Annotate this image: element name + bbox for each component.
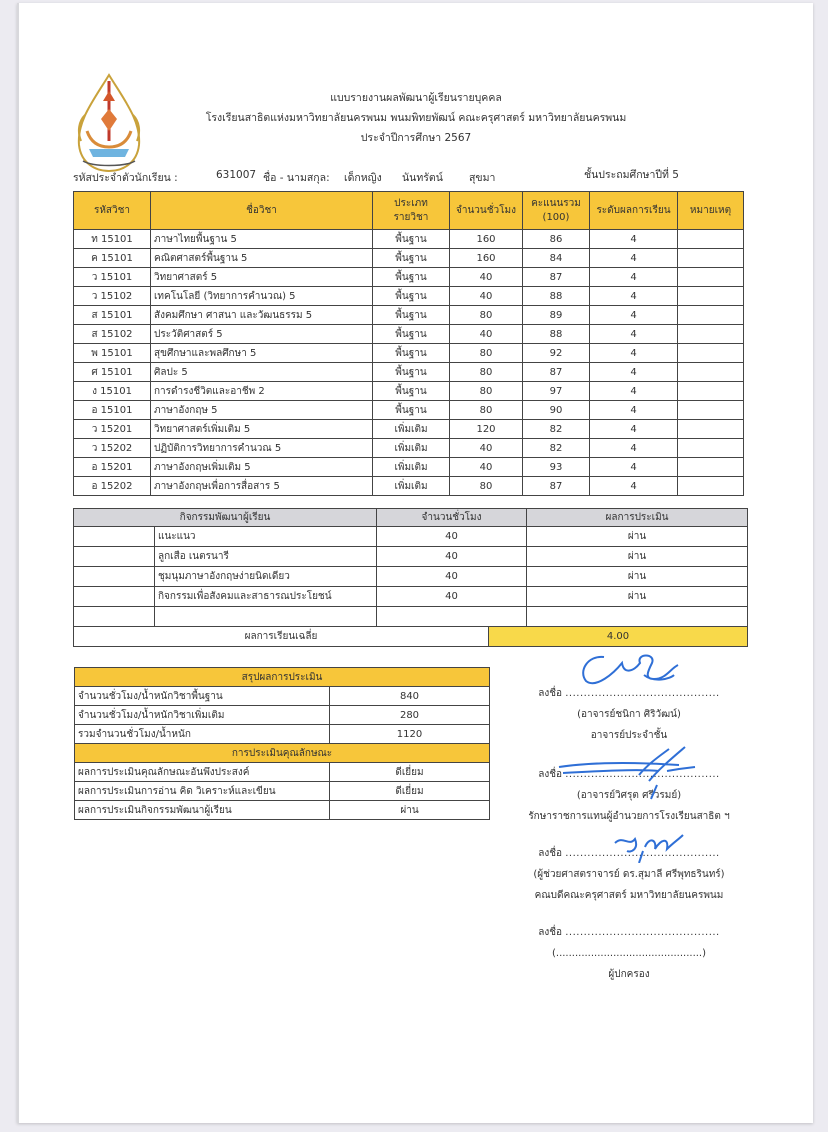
subject-name: ศิลปะ 5 (151, 363, 373, 382)
subject-code: ท 15101 (74, 230, 151, 249)
subject-name: การดำรงชีวิตและอาชีพ 2 (151, 382, 373, 401)
col-header-code: รหัสวิชา (74, 192, 151, 230)
school-name: โรงเรียนสาธิตแห่งมหาวิทยาลัยนครพนม พนมพิทยพัฒน์ คณะครุศาสตร์ มหาวิทยาลัยนครพนม (205, 112, 627, 124)
activity-row (74, 567, 748, 587)
student-id-label: รหัสประจำตัวนักเรียน : (73, 172, 178, 184)
subject-name: วิทยาศาสตร์ 5 (151, 268, 373, 287)
average-label: ผลการเรียนเฉลี่ย (74, 627, 489, 647)
signature-line (499, 922, 759, 943)
activity-blank-cell (74, 527, 155, 547)
subject-score: 87 (523, 477, 590, 496)
subject-hours: 160 (450, 249, 523, 268)
activity-row (74, 527, 748, 547)
summary-row (75, 687, 490, 706)
col-header-type-line1: ประเภท (394, 197, 428, 209)
col-header-type-line2: รายวิชา (393, 211, 429, 223)
subject-note (678, 439, 744, 458)
handwritten-signature-2-icon (539, 741, 719, 801)
activity-result: ผ่าน (527, 587, 748, 607)
subject-type: พื้นฐาน (373, 344, 450, 363)
summary-value: 840 (330, 687, 490, 706)
subject-grade: 4 (590, 287, 678, 306)
subject-hours: 120 (450, 420, 523, 439)
signature-block-parent (499, 922, 759, 985)
activity-header-result: ผลการประเมิน (527, 509, 748, 527)
table-row (74, 363, 744, 382)
academic-year: ประจำปีการศึกษา 2567 (360, 132, 472, 144)
subject-type: พื้นฐาน (373, 306, 450, 325)
grades-table (73, 191, 744, 496)
subject-score: 97 (523, 382, 590, 401)
signer-name: (อาจารย์วิศรุต ศรีวรมย์) (576, 790, 682, 801)
subject-name: สังคมศึกษา ศาสนา และวัฒนธรรม 5 (151, 306, 373, 325)
sign-dots: .......................................... (565, 848, 720, 859)
subject-note (678, 230, 744, 249)
summary-row (75, 725, 490, 744)
student-first-name: นันทรัตน์ (402, 172, 443, 184)
table-row (74, 306, 744, 325)
subject-name: สุขศึกษาและพลศึกษา 5 (151, 344, 373, 363)
summary-table (74, 667, 490, 820)
student-prefix: เด็กหญิง (344, 172, 382, 184)
summary-label: ผลการประเมินคุณลักษณะอันพึงประสงค์ (75, 763, 330, 782)
activity-hours: 40 (377, 527, 527, 547)
summary-label: ผลการประเมินกิจกรรมพัฒนาผู้เรียน (75, 801, 330, 820)
subject-score: 88 (523, 325, 590, 344)
subject-code: อ 15202 (74, 477, 151, 496)
signer-name: (อาจารย์ชนิกา ศิริวัฒน์) (577, 709, 681, 720)
signer-name: (..............................................) (551, 948, 707, 959)
subject-score: 84 (523, 249, 590, 268)
signer-name: (ผู้ช่วยศาสตราจารย์ ดร.สุมาลี ศรีพุทธรินทร์) (533, 869, 725, 880)
subject-type: พื้นฐาน (373, 230, 450, 249)
activity-name (155, 607, 377, 627)
subject-name: ประวัติศาสตร์ 5 (151, 325, 373, 344)
subject-type: พื้นฐาน (373, 382, 450, 401)
activity-header-hours: จำนวนชั่วโมง (377, 509, 527, 527)
subject-grade: 4 (590, 325, 678, 344)
subject-score: 90 (523, 401, 590, 420)
subject-type: พื้นฐาน (373, 401, 450, 420)
subject-hours: 40 (450, 325, 523, 344)
sign-label: ลงชื่อ (538, 769, 563, 780)
table-row (74, 458, 744, 477)
subject-hours: 80 (450, 306, 523, 325)
subject-name: ภาษาอังกฤษเพื่อการสื่อสาร 5 (151, 477, 373, 496)
subject-code: พ 15101 (74, 344, 151, 363)
summary-value: ดีเยี่ยม (330, 782, 490, 801)
summary-label: ผลการประเมินการอ่าน คิด วิเคราะห์และเขียน (75, 782, 330, 801)
subject-code: ว 15101 (74, 268, 151, 287)
table-row (74, 382, 744, 401)
subject-note (678, 287, 744, 306)
subject-note (678, 363, 744, 382)
sign-label: ลงชื่อ (538, 848, 563, 859)
handwritten-signature-1-icon (574, 649, 684, 693)
subject-grade: 4 (590, 268, 678, 287)
subject-score: 92 (523, 344, 590, 363)
student-id: 631007 (216, 169, 257, 181)
activity-row (74, 587, 748, 607)
summary-row (75, 801, 490, 820)
subject-hours: 80 (450, 401, 523, 420)
summary-label: จำนวนชั่วโมง/น้ำหนักวิชาเพิ่มเติม (75, 706, 330, 725)
subject-type: พื้นฐาน (373, 363, 450, 382)
activity-result: ผ่าน (527, 547, 748, 567)
activity-hours: 40 (377, 547, 527, 567)
activity-header-name: กิจกรรมพัฒนาผู้เรียน (74, 509, 377, 527)
subject-grade: 4 (590, 420, 678, 439)
activity-result: ผ่าน (527, 567, 748, 587)
table-row (74, 287, 744, 306)
subject-code: ค 15101 (74, 249, 151, 268)
table-row (74, 230, 744, 249)
activity-name: กิจกรรมเพื่อสังคมและสาธารณประโยชน์ (155, 587, 377, 607)
activity-hours: 40 (377, 567, 527, 587)
subject-note (678, 268, 744, 287)
summary-value: 1120 (330, 725, 490, 744)
subject-score: 87 (523, 268, 590, 287)
subject-hours: 40 (450, 287, 523, 306)
activity-result: ผ่าน (527, 527, 748, 547)
subject-note (678, 344, 744, 363)
subject-grade: 4 (590, 363, 678, 382)
col-header-score-line2: (100) (542, 211, 570, 223)
table-row (74, 477, 744, 496)
subject-name: ภาษาอังกฤษ 5 (151, 401, 373, 420)
col-header-type (373, 192, 450, 230)
report-page (17, 3, 813, 1123)
subject-note (678, 401, 744, 420)
subject-score: 87 (523, 363, 590, 382)
subject-type: พื้นฐาน (373, 268, 450, 287)
subject-code: ศ 15101 (74, 363, 151, 382)
activity-blank-cell (74, 607, 155, 627)
subject-name: ภาษาอังกฤษเพิ่มเติม 5 (151, 458, 373, 477)
summary-row (75, 763, 490, 782)
subject-grade: 4 (590, 401, 678, 420)
subject-score: 88 (523, 287, 590, 306)
handwritten-signature-3-icon (609, 829, 689, 863)
subject-hours: 80 (450, 363, 523, 382)
subject-hours: 80 (450, 344, 523, 363)
col-header-hours: จำนวนชั่วโมง (450, 192, 523, 230)
activity-hours (377, 607, 527, 627)
summary-label: จำนวนชั่วโมง/น้ำหนักวิชาพื้นฐาน (75, 687, 330, 706)
activity-hours: 40 (377, 587, 527, 607)
table-row (74, 325, 744, 344)
subject-type: เพิ่มเติม (373, 439, 450, 458)
student-name-label: ชื่อ - นามสกุล: (263, 172, 330, 184)
signer-position: ผู้ปกครอง (608, 969, 650, 980)
subject-note (678, 249, 744, 268)
subject-hours: 40 (450, 458, 523, 477)
subject-score: 93 (523, 458, 590, 477)
subject-note (678, 325, 744, 344)
subject-grade: 4 (590, 344, 678, 363)
average-row (74, 627, 748, 647)
report-title: แบบรายงานผลพัฒนาผู้เรียนรายบุคคล (330, 92, 502, 104)
signer-position: อาจารย์ประจำชั้น (590, 730, 668, 741)
activities-header-row (74, 509, 748, 527)
subject-grade: 4 (590, 458, 678, 477)
activity-name: แนะแนว (155, 527, 377, 547)
subject-type: พื้นฐาน (373, 287, 450, 306)
activity-name: ลูกเสือ เนตรนารี (155, 547, 377, 567)
summary-label: รวมจำนวนชั่วโมง/น้ำหนัก (75, 725, 330, 744)
subject-name: ภาษาไทยพื้นฐาน 5 (151, 230, 373, 249)
signer-position: รักษาราชการแทนผู้อำนวยการโรงเรียนสาธิต ฯ (528, 811, 730, 822)
student-grade-level: ชั้นประถมศึกษาปีที่ 5 (584, 169, 679, 181)
subject-note (678, 306, 744, 325)
subject-type: พื้นฐาน (373, 325, 450, 344)
activities-table (73, 508, 748, 647)
summary-value: 280 (330, 706, 490, 725)
grades-header-row (74, 192, 744, 230)
signer-position: คณบดีคณะครุศาสตร์ มหาวิทยาลัยนครพนม (534, 890, 724, 901)
subject-grade: 4 (590, 306, 678, 325)
summary-section1-title: สรุปผลการประเมิน (75, 668, 490, 687)
summary-value: ผ่าน (330, 801, 490, 820)
average-value: 4.00 (489, 627, 748, 647)
subject-code: อ 15201 (74, 458, 151, 477)
summary-section-header (75, 668, 490, 687)
subject-grade: 4 (590, 382, 678, 401)
subject-hours: 40 (450, 439, 523, 458)
subject-type: เพิ่มเติม (373, 458, 450, 477)
activity-blank-cell (74, 547, 155, 567)
subject-hours: 80 (450, 382, 523, 401)
subject-score: 82 (523, 439, 590, 458)
subject-name: วิทยาศาสตร์เพิ่มเติม 5 (151, 420, 373, 439)
subject-note (678, 477, 744, 496)
col-header-score-line1: คะแนนรวม (531, 197, 581, 209)
summary-row (75, 706, 490, 725)
subject-grade: 4 (590, 249, 678, 268)
subject-name: เทคโนโลยี (วิทยาการคำนวณ) 5 (151, 287, 373, 306)
subject-note (678, 458, 744, 477)
subject-grade: 4 (590, 439, 678, 458)
subject-note (678, 420, 744, 439)
activity-row (74, 607, 748, 627)
sign-dots: .......................................... (565, 688, 720, 699)
subject-code: ว 15202 (74, 439, 151, 458)
summary-section-header (75, 744, 490, 763)
subject-type: เพิ่มเติม (373, 477, 450, 496)
subject-grade: 4 (590, 477, 678, 496)
subject-score: 82 (523, 420, 590, 439)
student-last-name: สุขมา (469, 172, 496, 184)
activity-result (527, 607, 748, 627)
subject-hours: 40 (450, 268, 523, 287)
col-header-score (523, 192, 590, 230)
table-row (74, 401, 744, 420)
table-row (74, 420, 744, 439)
sign-dots: .......................................... (565, 927, 720, 938)
sign-label: ลงชื่อ (538, 927, 563, 938)
subject-code: ง 15101 (74, 382, 151, 401)
col-header-name: ชื่อวิชา (151, 192, 373, 230)
subject-note (678, 382, 744, 401)
summary-value: ดีเยี่ยม (330, 763, 490, 782)
activity-blank-cell (74, 587, 155, 607)
table-row (74, 249, 744, 268)
subject-code: ส 15101 (74, 306, 151, 325)
subject-type: เพิ่มเติม (373, 420, 450, 439)
subject-hours: 160 (450, 230, 523, 249)
activity-row (74, 547, 748, 567)
col-header-grade: ระดับผลการเรียน (590, 192, 678, 230)
activity-name: ชุมนุมภาษาอังกฤษง่ายนิดเดียว (155, 567, 377, 587)
subject-score: 86 (523, 230, 590, 249)
subject-code: อ 15101 (74, 401, 151, 420)
summary-section2-title: การประเมินคุณลักษณะ (75, 744, 490, 763)
subject-name: ปฏิบัติการวิทยาการคำนวณ 5 (151, 439, 373, 458)
subject-code: ว 15201 (74, 420, 151, 439)
summary-row (75, 782, 490, 801)
sign-dots: .......................................... (565, 769, 720, 780)
subject-grade: 4 (590, 230, 678, 249)
subject-score: 89 (523, 306, 590, 325)
table-row (74, 344, 744, 363)
subject-type: พื้นฐาน (373, 249, 450, 268)
col-header-note: หมายเหตุ (678, 192, 744, 230)
subject-code: ส 15102 (74, 325, 151, 344)
subject-name: คณิตศาสตร์พื้นฐาน 5 (151, 249, 373, 268)
table-row (74, 268, 744, 287)
subject-code: ว 15102 (74, 287, 151, 306)
table-row (74, 439, 744, 458)
activity-blank-cell (74, 567, 155, 587)
subject-hours: 80 (450, 477, 523, 496)
sign-label: ลงชื่อ (538, 688, 563, 699)
